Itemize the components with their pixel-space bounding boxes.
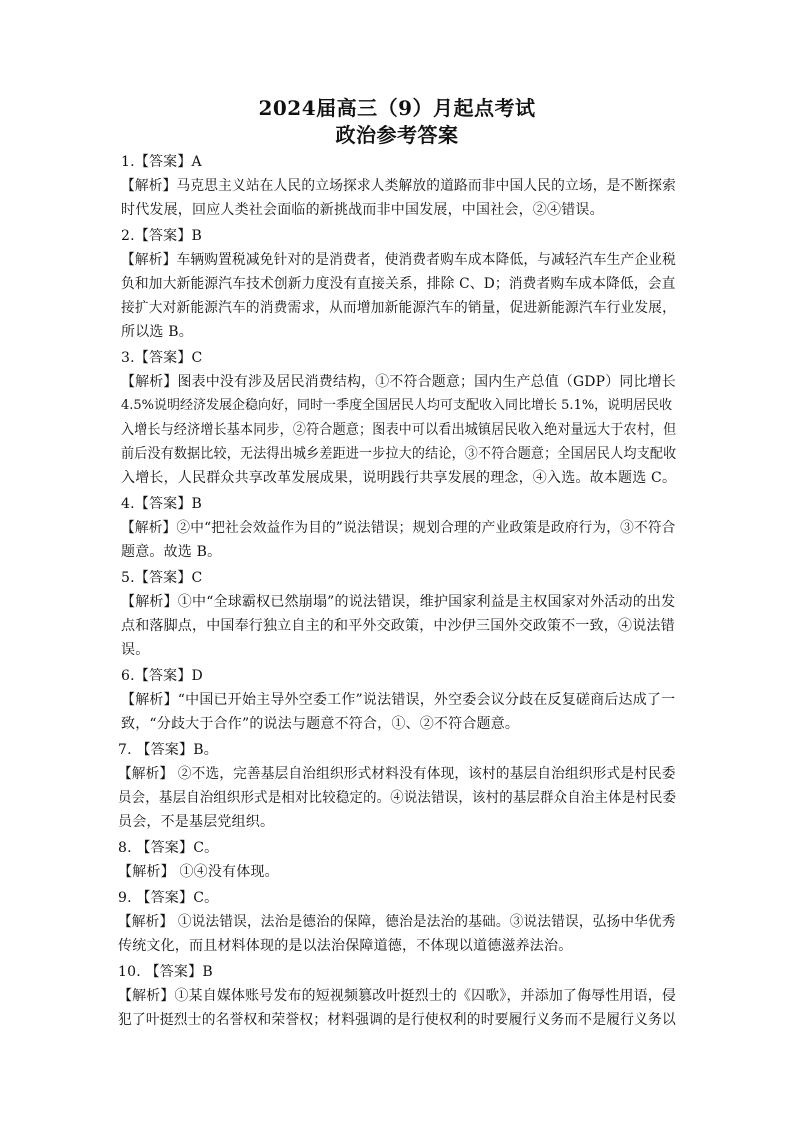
answer-8-analysis: 【解析】 ①④没有体现。: [118, 864, 279, 880]
text-line: 题意。故选 B。: [121, 544, 222, 560]
answer-1-key: 1.【答案】A: [121, 154, 202, 170]
answer-6-key: 6.【答案】D: [121, 668, 203, 684]
answer-8-key: 8. 【答案】C。: [118, 840, 219, 856]
answer-4-key: 4.【答案】B: [121, 496, 203, 512]
text-line: 负和加大新能源汽车技术创新力度没有直接关系，排除 C、D；消费者购车成本降低，会直: [121, 276, 676, 292]
answer-7-analysis: 【解析】 ②不选，完善基层自治组织形式材料没有体现，该村的基层自治组织形式是村民委: [118, 766, 676, 782]
page-subtitle: 政治参考答案: [335, 123, 459, 147]
text-line: 接扩大对新能源汽车的消费需求，从而增加新能源汽车的销量，促进新能源汽车行业发展，: [121, 300, 676, 316]
text-line: 入增长与经济增长基本同步，②符合题意；图表中可以看出城镇居民收入绝对量远大于农村，但: [121, 422, 677, 438]
text-line: 犯了叶挺烈士的名誉权和荣誉权；材料强调的是行使权利的时要履行义务而不是履行义务以: [118, 1012, 677, 1028]
text-line: 时代发展，回应人类社会面临的新挑战而非中国发展，中国社会，②④错误。: [121, 202, 604, 218]
answer-10-key: 10. 【答案】B: [118, 964, 213, 980]
text-line: 员会，不是基层党组织。: [118, 814, 275, 830]
answer-9-analysis: 【解析】 ①说法错误，法治是德治的保障，德治是法治的基础。③说法错误，弘扬中华优秀: [118, 914, 676, 930]
answer-1-analysis: 【解析】马克思主义站在人民的立场探求人类解放的道路而非中国人民的立场，是不断探索: [121, 178, 676, 194]
text-line: 入增长，人民群众共享改革发展成果，说明践行共享发展的理念，④入选。故本题选 C。: [121, 470, 677, 486]
text-line: 传统文化，而且材料体现的是以法治保障道德，不体现以道德滋养法治。: [118, 938, 573, 954]
answer-2-analysis: 【解析】车辆购置税减免针对的是消费者，使消费者购车成本降低，与减轻汽车生产企业税: [121, 252, 676, 268]
text-line: 致，“分歧大于合作”的说法与题意不符合，①、②不符合题意。: [121, 716, 520, 732]
text-line: 前后没有数据比较，无法得出城乡差距进一步拉大的结论，③不符合题意；全国居民人均支配收: [121, 446, 677, 462]
text-line: 员会，基层自治组织形式是相对比较稳定的。④说法错误，该村的基层群众自治主体是村民委: [118, 790, 677, 806]
page-title: 2024届高三（9）月起点考试: [258, 96, 536, 120]
answer-3-key: 3.【答案】C: [121, 350, 203, 366]
answer-2-key: 2.【答案】B: [121, 228, 203, 244]
text-line: 所以选 B。: [121, 324, 193, 340]
answer-5-analysis: 【解析】①中“全球霸权已然崩塌”的说法错误，维护国家利益是主权国家对外活动的出发: [121, 594, 676, 610]
answer-3-analysis: 【解析】图表中没有涉及居民消费结构，①不符合题意；国内生产总值（GDP）同比增长: [121, 374, 676, 390]
answer-7-key: 7. 【答案】B。: [118, 742, 218, 758]
answer-10-analysis: 【解析】①某自媒体账号发布的短视频篡改叶挺烈士的《囚歌》，并添加了侮辱性用语，侵: [118, 988, 677, 1004]
answer-5-key: 5.【答案】C: [121, 570, 203, 586]
answer-9-key: 9. 【答案】C。: [118, 890, 219, 906]
text-line: 点和落脚点，中国奉行独立自主的和平外交政策，中沙伊三国外交政策不一致，④说法错: [121, 618, 675, 634]
answer-6-analysis: 【解析】“中国已开始主导外空委工作”说法错误，外空委会议分歧在反复磋商后达成了一: [121, 692, 676, 708]
answer-4-analysis: 【解析】②中“把社会效益作为目的”说法错误；规划合理的产业政策是政府行为，③不符合: [121, 520, 676, 536]
title-block: [0, 95, 794, 149]
text-line: 误。: [121, 642, 150, 658]
text-line: 4.5%说明经济发展企稳向好，同时一季度全国居民人均可支配收入同比增长 5.1%，说明居民收: [121, 398, 673, 413]
